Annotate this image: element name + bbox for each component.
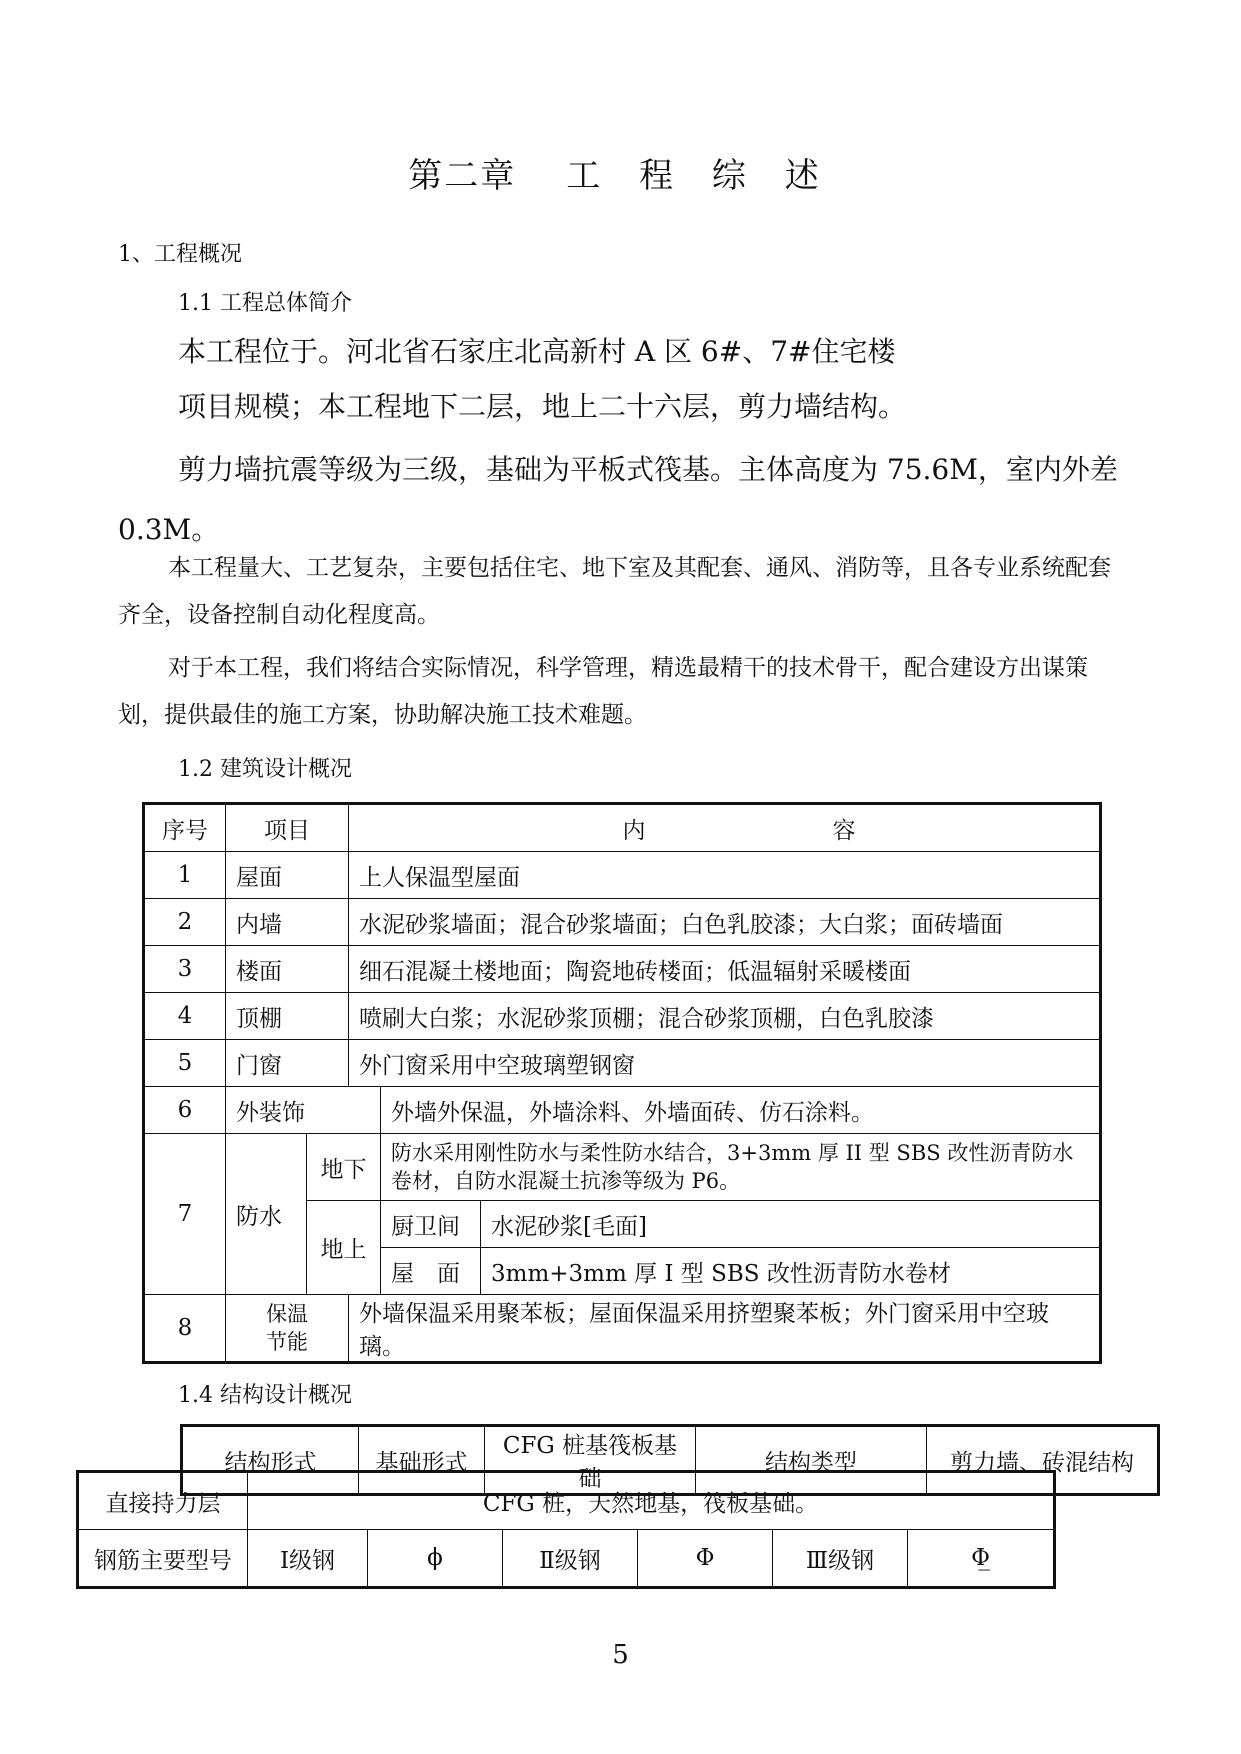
table-row: 6 外装饰 外墙外保温，外墙涂料、外墙面砖、仿石涂料。 xyxy=(144,1087,1101,1134)
rebar-symbol: ϕ xyxy=(368,1530,503,1588)
header-cell: 序号 xyxy=(144,804,226,852)
header-cell: 项目 xyxy=(226,804,349,852)
rebar-symbol: Φ xyxy=(638,1530,773,1588)
paragraph: 对于本工程，我们将结合实际情况，科学管理，精选最精干的技术骨干，配合建设方出谋策划，提供最佳的施工方案，协助解决施工技术难题。 xyxy=(118,655,1088,728)
section-heading: 1、工程概况 xyxy=(118,242,242,267)
structure-table xyxy=(76,1470,1056,1589)
project-scale: 项目规模；本工程地下二层，地上二十六层，剪力墙结构。 xyxy=(178,390,907,423)
architecture-table xyxy=(142,802,1102,1364)
rebar-symbol: Φ̲ xyxy=(908,1530,1055,1588)
subsection-heading: 1.2 建筑设计概况 xyxy=(178,757,352,782)
table-row: 直接持力层 CFG 桩，天然地基，筏板基础。 xyxy=(78,1472,1055,1530)
project-location: 本工程位于。河北省石家庄北高新村 A 区 6#、7#住宅楼 xyxy=(178,335,896,368)
table-row: 5 门窗 外门窗采用中空玻璃塑钢窗 xyxy=(144,1040,1101,1087)
table-row: 结构形式 基础形式 CFG 桩基筏板基础 结构类型 剪力墙、砖混结构 xyxy=(182,1426,1159,1495)
subsection-heading: 1.1 工程总体简介 xyxy=(178,291,352,316)
underground-waterproof: 防水采用刚性防水与柔性防水结合，3+3mm 厚 II 型 SBS 改性沥青防水卷材，自防水混凝土抗渗等级为 P6。 xyxy=(381,1134,1101,1201)
chapter-name: 工 程 综 述 xyxy=(566,156,833,196)
table-row-waterproof: 7 防水 地下 防水采用刚性防水与柔性防水结合，3+3mm 厚 II 型 SBS 改性沥青防水卷材，自防水混凝土抗渗等级为 P6。 xyxy=(144,1134,1101,1201)
table-row: 1 屋面 上人保温型屋面 xyxy=(144,852,1101,899)
header-cell: 内 容 xyxy=(349,804,1101,852)
subsection-heading: 1.4 结构设计概况 xyxy=(178,1383,352,1408)
table-row: 4 顶棚 喷刷大白浆；水泥砂浆顶棚；混合砂浆顶棚，白色乳胶漆 xyxy=(144,993,1101,1040)
table-row: 屋 面 3mm+3mm 厚 I 型 SBS 改性沥青防水卷材 xyxy=(144,1248,1101,1295)
table-row: 8 保温 节能 外墙保温采用聚苯板；屋面保温采用挤塑聚苯板；外门窗采用中空玻璃。 xyxy=(144,1295,1101,1363)
table-row: 地上 厨卫间 水泥砂浆[毛面] xyxy=(144,1201,1101,1248)
table-header-row xyxy=(144,804,1101,852)
paragraph: 本工程量大、工艺复杂，主要包括住宅、地下室及其配套、通风、消防等，且各专业系统配套齐全，设备控制自动化程度高。 xyxy=(118,555,1111,628)
table-row: 钢筋主要型号 Ⅰ级钢 ϕ Ⅱ级钢 Φ Ⅲ级钢 Φ̲ xyxy=(78,1530,1055,1588)
chapter-number: 第二章 xyxy=(408,156,517,196)
seismic-info: 剪力墙抗震等级为三级，基础为平板式筏基。主体高度为 75.6M，室内外差 0.3M。 xyxy=(118,453,1118,546)
table-row: 2 内墙 水泥砂浆墙面；混合砂浆墙面；白色乳胶漆；大白浆；面砖墙面 xyxy=(144,899,1101,946)
table-row: 3 楼面 细石混凝土楼地面；陶瓷地砖楼面；低温辐射采暖楼面 xyxy=(144,946,1101,993)
page-title xyxy=(0,148,1241,197)
page-number: 5 xyxy=(612,1640,629,1670)
